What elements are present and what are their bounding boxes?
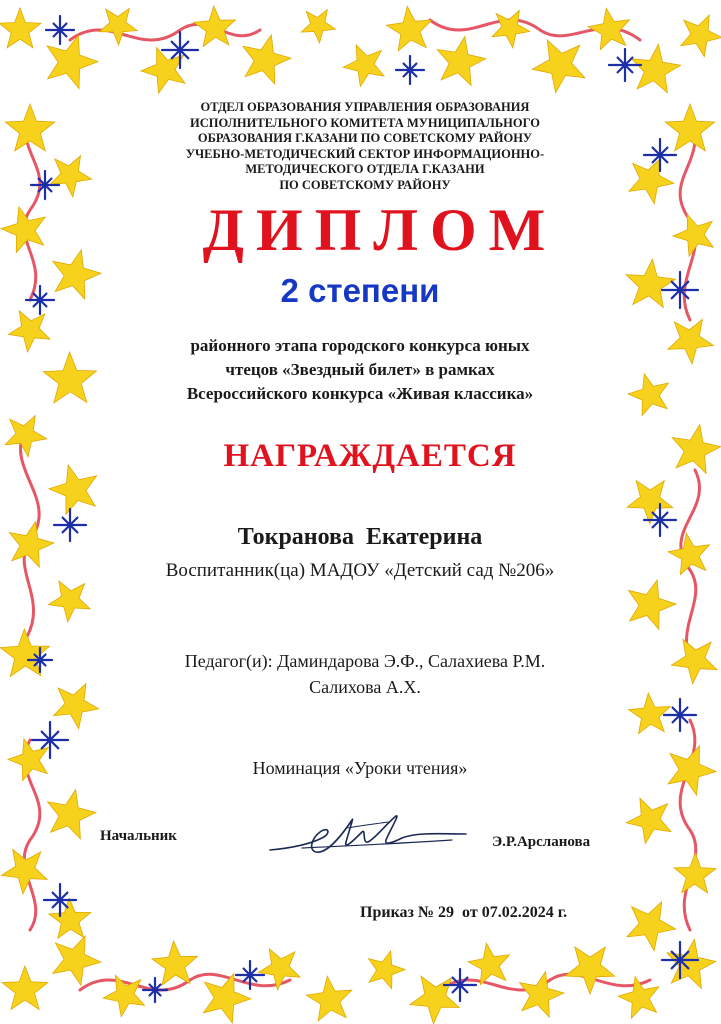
star-icon	[588, 8, 629, 49]
issuer-line: ИСПОЛНИТЕЛЬНОГО КОМИТЕТА МУНИЦИПАЛЬНОГО	[190, 115, 540, 130]
star-icon	[99, 9, 137, 46]
star-icon	[301, 10, 335, 43]
star-icon	[672, 425, 721, 474]
star-icon	[43, 352, 96, 403]
star-icon	[618, 977, 659, 1019]
star-icon	[49, 581, 91, 622]
contest-line: Всероссийского конкурса «Живая классика»	[186, 384, 534, 403]
recipient-organization: Воспитанник(ца) МАДОУ «Детский сад №206»	[165, 560, 555, 581]
star-icon	[48, 790, 96, 839]
star-icon	[629, 158, 674, 203]
contest-line: чтецов «Звездный билет» в рамках	[225, 360, 495, 379]
teachers-block	[110, 648, 620, 700]
star-icon	[0, 8, 41, 48]
star-icon	[243, 35, 291, 84]
star-icon	[629, 580, 677, 629]
blue-starburst-icon	[396, 56, 424, 84]
star-icon	[8, 311, 50, 352]
star-icon	[672, 639, 718, 684]
star-icon	[532, 40, 585, 93]
star-icon	[665, 104, 714, 151]
diploma-degree: 2 степени	[280, 272, 440, 309]
star-icon	[0, 629, 49, 676]
star-icon	[343, 45, 384, 87]
star-icon	[627, 902, 676, 951]
star-icon	[674, 853, 716, 893]
star-icon	[387, 6, 432, 51]
star-icon	[1, 207, 45, 253]
star-icon	[681, 15, 721, 57]
awarded-heading: НАГРАЖДАЕТСЯ	[223, 438, 517, 474]
blue-starburst-icon	[26, 286, 54, 314]
star-icon	[53, 936, 101, 985]
signatory-name: Э.Р.Арсланова	[492, 834, 591, 850]
star-icon	[54, 684, 99, 729]
star-icon	[626, 259, 675, 307]
star-icon	[492, 10, 530, 48]
issuer-line: ОБРАЗОВАНИЯ Г.КАЗАНИ ПО СОВЕТСКОМУ РАЙОНУ	[197, 131, 533, 145]
contest-line: районного этапа городского конкурса юных	[190, 336, 530, 355]
star-icon	[627, 481, 673, 525]
star-icon	[520, 972, 564, 1018]
blue-starburst-icon	[662, 272, 698, 308]
blue-starburst-icon	[31, 171, 59, 199]
star-icon	[2, 966, 48, 1009]
star-icon	[53, 250, 101, 299]
star-icon	[307, 976, 352, 1021]
blue-starburst-icon	[609, 49, 641, 81]
star-icon	[565, 947, 614, 994]
star-icon	[632, 44, 681, 93]
star-icon	[49, 465, 97, 514]
ribbon-swirl	[70, 24, 260, 40]
star-icon	[47, 35, 98, 88]
star-icon	[437, 37, 486, 86]
issuer-header	[120, 100, 610, 193]
issuer-line: УЧЕБНО-МЕТОДИЧЕСКИЙ СЕКТОР ИНФОРМАЦИОННО-	[185, 146, 545, 161]
contest-description	[110, 334, 610, 406]
star-icon	[258, 949, 300, 990]
star-icon	[141, 48, 185, 94]
star-icon	[668, 320, 714, 364]
blue-starburst-icon	[644, 139, 676, 171]
star-icon	[8, 739, 48, 781]
issuer-line: ПО СОВЕТСКОМУ РАЙОНУ	[279, 177, 451, 192]
blue-starburst-icon	[444, 969, 476, 1001]
ribbon-swirl	[680, 720, 696, 930]
star-icon	[628, 374, 668, 416]
issuer-line: МЕТОДИЧЕСКОГО ОТДЕЛА Г.КАЗАНИ	[245, 162, 485, 176]
signature-icon	[262, 798, 472, 868]
diploma-title: ДИПЛОМ	[202, 197, 558, 263]
star-icon	[369, 951, 406, 989]
order-reference: Приказ № 29 от 07.02.2024 г.	[360, 904, 568, 921]
star-icon	[468, 943, 509, 984]
star-icon	[673, 214, 713, 256]
issuer-line: ОТДЕЛ ОБРАЗОВАНИЯ УПРАВЛЕНИЯ ОБРАЗОВАНИЯ	[200, 100, 530, 114]
star-icon	[5, 104, 54, 151]
star-icon	[667, 939, 716, 988]
teachers-line: Педагог(и): Даминдарова Э.Ф., Салахиева Р.М.	[184, 651, 546, 671]
recipient-name: Токранова Екатерина	[237, 524, 483, 550]
star-icon	[10, 522, 54, 568]
nomination: Номинация «Уроки чтения»	[252, 758, 468, 778]
star-icon	[194, 6, 236, 47]
teachers-line: Салихова А.Х.	[309, 677, 421, 697]
signatory-label: Начальник	[100, 828, 177, 844]
star-icon	[626, 798, 671, 843]
star-icon	[629, 693, 671, 734]
star-icon	[50, 156, 92, 197]
star-icon	[5, 416, 47, 457]
blue-starburst-icon	[54, 509, 86, 541]
